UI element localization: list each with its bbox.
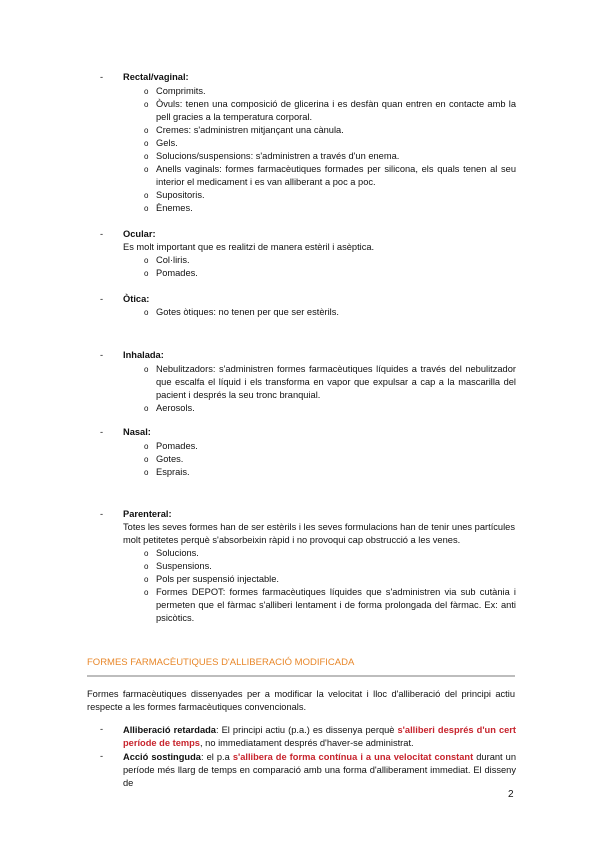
bullet-icon: o [144,139,149,148]
bullet-icon: o [144,269,149,278]
sostinguda-text: Acció sostinguda: el p.a s'allibera de forma contínua i a una velocitat constant durant un període més llarg de temps en comparació amb una forma d'alliberament immediat. El disseny de [123,752,516,788]
dash-marker: - [100,724,104,734]
list-item: o Pols per suspensió injectable. [144,574,279,584]
bullet-icon: o [144,562,149,571]
bullet-icon: o [144,575,149,584]
list-inhalada [146,363,516,415]
list-item: o Suspensions. [144,561,212,571]
list-item: o Pomades. [144,268,198,278]
heading-parenteral: Parenteral: [123,509,172,519]
list-item: o Cremes: s'administren mitjançant una cànula. [144,125,344,135]
section-title: FORMES FARMACÈUTIQUES D'ALLIBERACIÓ MODIFICADA [87,657,355,668]
bullet-icon: o [144,126,149,135]
retardada-label: Alliberació retardada [123,725,216,735]
dash-marker: - [100,350,104,360]
list-item: o Òvuls: tenen una composició de glicerina i es desfàn quan entren en contacte amb la pell gracies a la temperatura corporal. [144,99,516,122]
list-item: o Supositoris. [144,190,205,200]
list-otica [146,306,516,319]
bullet-icon: o [144,365,149,374]
heading-nasal: Nasal: [123,427,151,437]
title-divider [87,675,515,677]
list-item: o Esprais. [144,467,190,477]
dash-marker: - [100,751,104,761]
bullet-icon: o [144,87,149,96]
dash-marker: - [100,72,104,82]
list-rectal [146,85,516,215]
bullet-icon: o [144,152,149,161]
list-nasal [146,440,516,479]
list-item: o Pomades. [144,441,198,451]
intro-paragraph: Formes farmacèutiques dissenyades per a modificar la velocitat i lloc d'alliberació del principi actiu respecte a les formes farmacèutiques convencionals. [87,689,515,712]
bullet-icon: o [144,256,149,265]
list-item: o Solucions/suspensions: s'administren a través d'un enema. [144,151,400,161]
sostinguda-label: Acció sostinguda [123,752,201,762]
page-number: 2 [508,789,514,800]
bullet-icon: o [144,442,149,451]
list-item: o Comprimits. [144,86,206,96]
dash-marker: - [100,294,104,304]
bullet-icon: o [144,588,149,597]
sostinguda-highlight: s'allibera de forma contínua i a una velocitat constant [232,752,474,762]
bullet-icon: o [144,404,149,413]
bullet-icon: o [144,100,149,109]
heading-otica: Òtica: [123,294,150,304]
heading-ocular: Ocular: [123,229,156,239]
list-item: o Formes DEPOT: formes farmacèutiques líquides que s'administren via sub cutània i permeten que el fàrmac s'alliberi lentament i de forma prolongada del fàrmac. Ex: anti psicòtics. [144,587,516,623]
list-item: o Col·liris. [144,255,190,265]
dash-marker: - [100,509,104,519]
bullet-icon: o [144,308,149,317]
bullet-icon: o [144,455,149,464]
list-item: o Ènemes. [144,203,193,213]
bullet-icon: o [144,549,149,558]
list-parenteral [146,547,516,625]
dash-marker: - [100,229,104,239]
ocular-text: Es molt important que es realitzi de manera estèril i asèptica. [123,242,375,252]
list-item: o Aerosols. [144,403,195,413]
dash-marker: - [100,427,104,437]
retardada-highlight: s'alliberi després d'un cert període de temps [123,725,516,748]
list-item: o Solucions. [144,548,199,558]
list-item: o Gotes. [144,454,184,464]
list-item: o Gotes òtiques: no tenen per que ser estèrils. [144,307,339,317]
list-item: o Gels. [144,138,178,148]
bullet-icon: o [144,191,149,200]
bullet-icon: o [144,165,149,174]
retardada-text: Alliberació retardada: El principi actiu (p.a.) es dissenya perquè s'alliberi després d'un cert període de temps, no immediatament després d'haver-se administrat. [123,725,516,748]
list-item: o Nebulitzadors: s'administren formes farmacèutiques líquides a través del nebulitzador que escalfa el líquid i els transforma en vapor que expulsar a cap a la mascarilla del pacient i després la seu tronc branquial. [144,364,516,400]
heading-rectal: Rectal/vaginal: [123,72,189,82]
parenteral-text: Totes les seves formes han de ser estèrils i les seves formulacions han de tenir unes partícules molt petitetes perquè s'absorbeixin ràpid i no provoqui cap obstrucció a les venes. [123,522,515,545]
list-item: o Anells vaginals: formes farmacèutiques formades per silicona, els quals tenen al seu interior el medicament i es van alliberant a poc a poc. [144,164,516,187]
heading-inhalada: Inhalada: [123,350,164,360]
bullet-icon: o [144,204,149,213]
list-ocular [146,254,516,280]
bullet-icon: o [144,468,149,477]
